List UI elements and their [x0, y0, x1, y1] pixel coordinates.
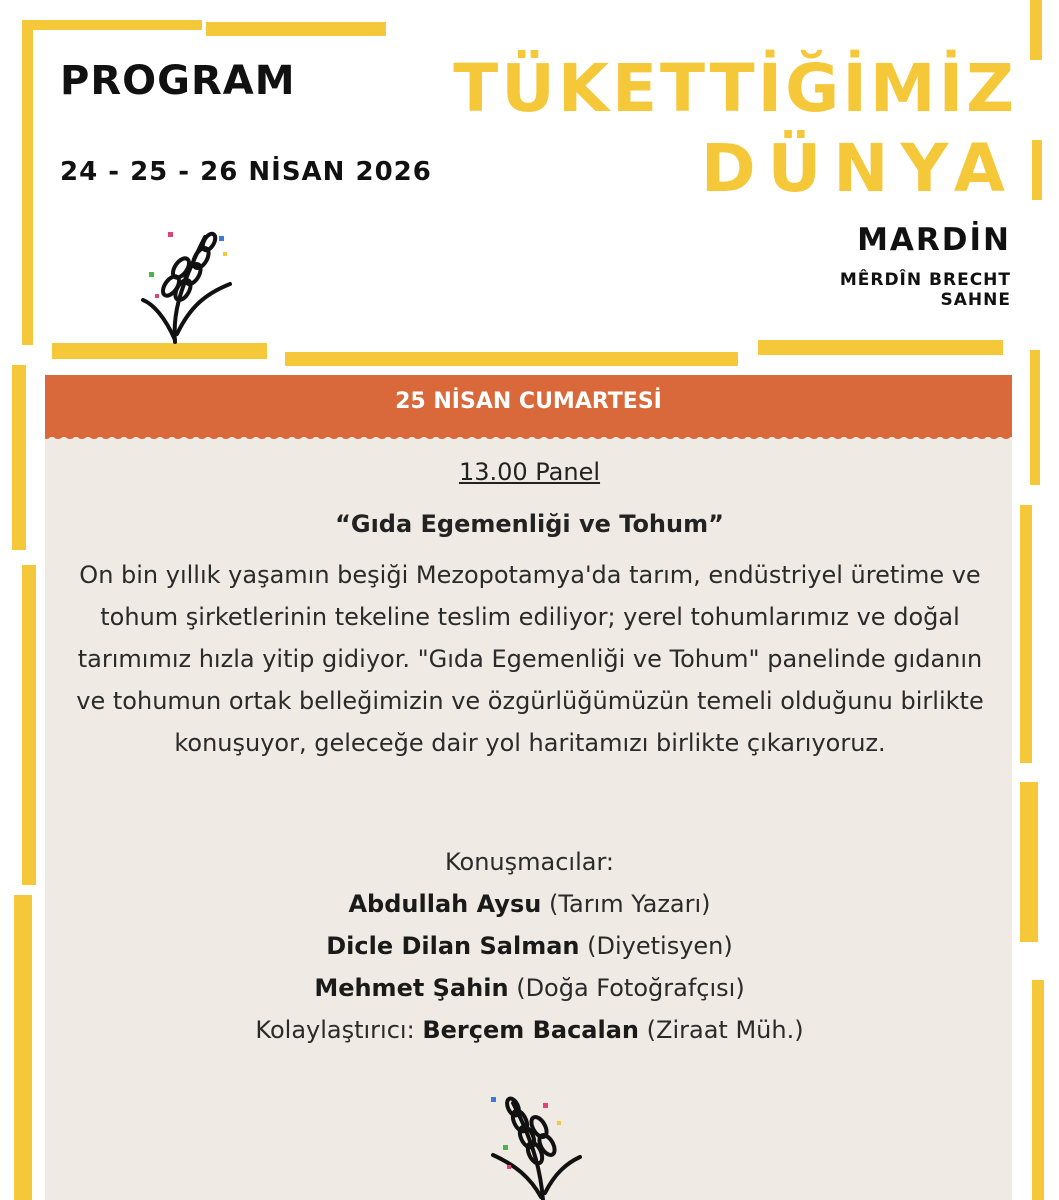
speaker-role: (Tarım Yazarı) — [548, 890, 711, 918]
frame-bar — [1032, 140, 1042, 200]
speaker-name: Dicle Dilan Salman — [326, 932, 580, 960]
moderator-role: (Ziraat Müh.) — [646, 1016, 804, 1044]
festival-title-line2: DÜNYA — [700, 130, 1017, 207]
speaker-line — [0, 932, 1059, 960]
event-title: “Gıda Egemenliği ve Tohum” — [335, 510, 724, 538]
program-panel — [45, 375, 1012, 1200]
speaker-role: (Doğa Fotoğrafçısı) — [516, 974, 745, 1002]
scallop-path — [45, 433, 1012, 439]
frame-bar — [206, 22, 386, 36]
festival-title-line1: TÜKETTİĞİMİZ — [453, 50, 1017, 127]
speaker-line — [0, 890, 1059, 918]
speaker-name: Abdullah Aysu — [348, 890, 542, 918]
city-name: MARDİN — [857, 222, 1011, 258]
program-label: PROGRAM — [60, 58, 296, 104]
frame-bar — [1020, 505, 1032, 763]
venue-name-line2: SAHNE — [940, 290, 1011, 310]
scallop-edge — [45, 433, 1012, 445]
speaker-name: Mehmet Şahin — [314, 974, 509, 1002]
frame-bar — [1030, 0, 1042, 60]
frame-bar — [285, 352, 738, 366]
event-dates: 24 - 25 - 26 NİSAN 2026 — [60, 157, 432, 187]
speakers-label: Konuşmacılar: — [444, 848, 614, 876]
frame-bar — [758, 340, 1003, 355]
frame-bar — [22, 20, 202, 30]
speaker-line — [0, 974, 1059, 1002]
day-title: 25 NİSAN CUMARTESİ — [395, 389, 662, 414]
moderator-line — [0, 1016, 1059, 1044]
moderator-name: Berçem Bacalan — [422, 1016, 640, 1044]
event-description: On bin yıllık yaşamın beşiği Mezopotamya'da tarım, endüstriyel üretime ve tohum şirketlerinin tekeline teslim ediliyor; yerel tohumlarımız ve doğal tarımımız hızla yitip gidiyor. "Gıda Egemenliği ve Tohum" panelinde gıdanın ve tohumun ortak belleğimizin ve özgürlüğümüzün temeli olduğunu birlikte konuşuyor, geleceğe dair yol haritamızı birlikte çıkarıyoruz. — [76, 561, 984, 757]
venue-name-line1: MÊRDÎN BRECHT — [839, 270, 1011, 290]
day-header-band — [45, 375, 1012, 437]
wheat-icon — [135, 222, 235, 347]
frame-bar — [22, 20, 33, 345]
event-time: 13.00 Panel — [458, 458, 601, 486]
frame-bar — [1032, 980, 1044, 1200]
wheat-icon — [485, 1085, 585, 1200]
moderator-label: Kolaylaştırıcı: — [255, 1016, 415, 1044]
frame-bar — [22, 565, 36, 885]
speaker-role: (Diyetisyen) — [587, 932, 733, 960]
